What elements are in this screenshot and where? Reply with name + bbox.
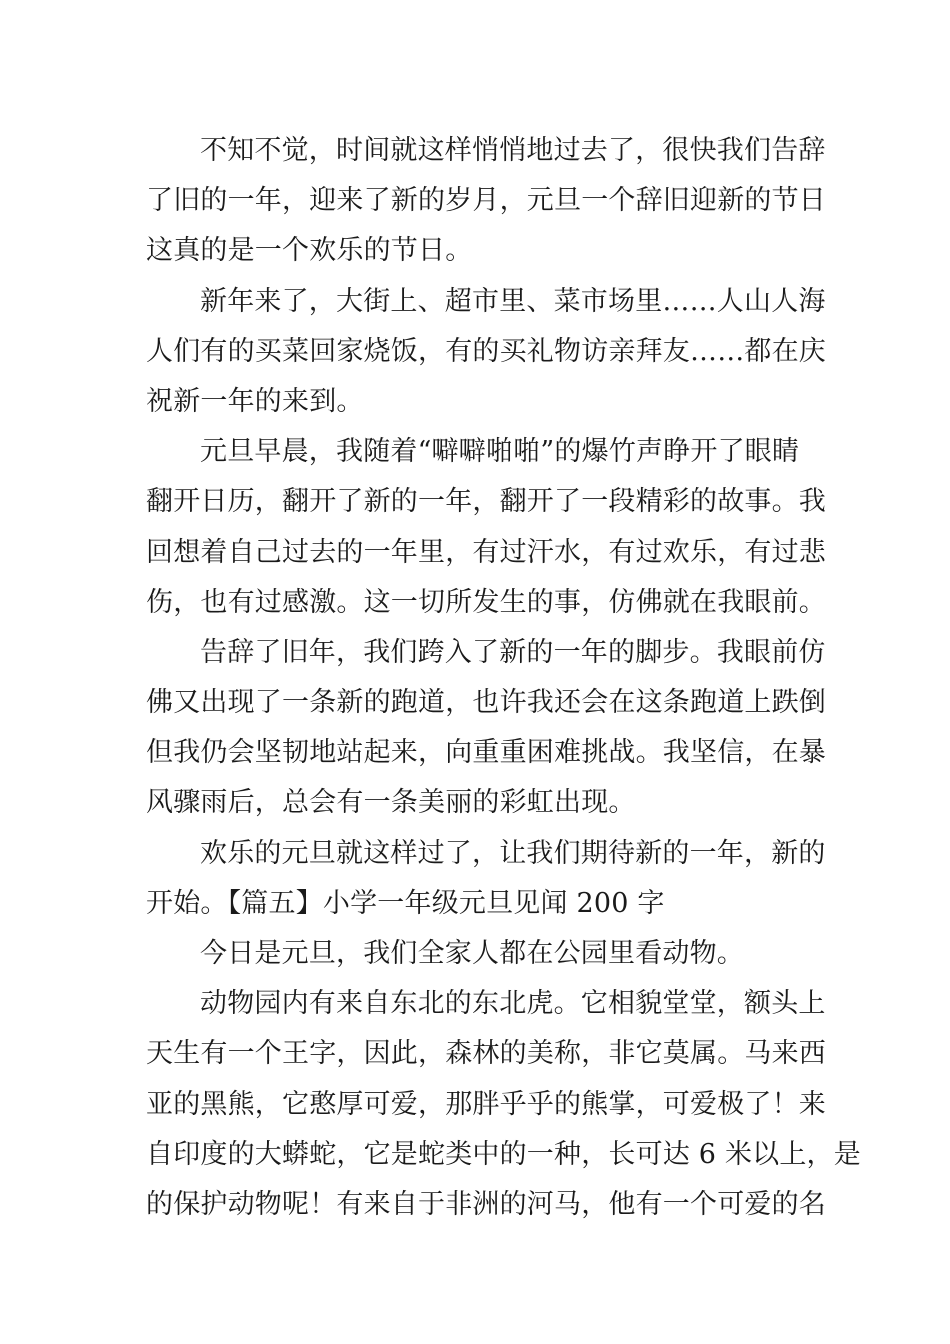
text-line: 自印度的大蟒蛇，它是蛇类中的一种，长可达 6 米以上，是 xyxy=(146,1138,861,1170)
text-line: 的保护动物呢！有来自于非洲的河马，他有一个可爱的名 xyxy=(146,1188,826,1220)
text-line: 风骤雨后，总会有一条美丽的彩虹出现。 xyxy=(146,787,636,819)
text-line: 动物园内有来自东北的东北虎。它相貌堂堂，额头上 xyxy=(200,988,826,1020)
text-line: 翻开日历，翻开了新的一年，翻开了一段精彩的故事。我 xyxy=(146,486,826,518)
text-line: 元旦早晨，我随着“噼噼啪啪”的爆竹声睁开了眼睛 xyxy=(200,436,800,468)
text-line: 告辞了旧年，我们跨入了新的一年的脚步。我眼前仿 xyxy=(200,636,826,668)
text-line: 这真的是一个欢乐的节日。 xyxy=(146,235,473,267)
text-line: 但我仍会坚韧地站起来，向重重困难挑战。我坚信，在暴 xyxy=(146,737,826,769)
text-line: 祝新一年的来到。 xyxy=(146,385,364,417)
text-line: 今日是元旦，我们全家人都在公园里看动物。 xyxy=(200,938,744,969)
text-line: 天生有一个王字，因此，森林的美称，非它莫属。马来西 xyxy=(146,1038,826,1070)
text-line: 欢乐的元旦就这样过了，让我们期待新的一年，新的 xyxy=(200,837,826,869)
text-line: 人们有的买菜回家烧饭，有的买礼物访亲拜友……都在庆 xyxy=(146,335,826,367)
document-body xyxy=(146,126,861,1230)
text-line: 开始。【篇五】小学一年级元旦见闻 200 字 xyxy=(146,887,665,919)
text-line: 新年来了，大街上、超市里、菜市场里……人山人海 xyxy=(200,285,826,317)
text-line: 了旧的一年，迎来了新的岁月，元旦一个辞旧迎新的节日 xyxy=(146,185,826,217)
text-line: 佛又出现了一条新的跑道，也许我还会在这条跑道上跌倒 xyxy=(146,687,826,719)
text-line: 不知不觉，时间就这样悄悄地过去了，很快我们告辞 xyxy=(200,135,826,166)
text-line: 亚的黑熊，它憨厚可爱，那胖乎乎的熊掌，可爱极了！来 xyxy=(146,1088,826,1120)
text-line: 伤，也有过感激。这一切所发生的事，仿佛就在我眼前。 xyxy=(146,586,826,618)
text-line: 回想着自己过去的一年里，有过汗水，有过欢乐，有过悲 xyxy=(146,536,826,568)
